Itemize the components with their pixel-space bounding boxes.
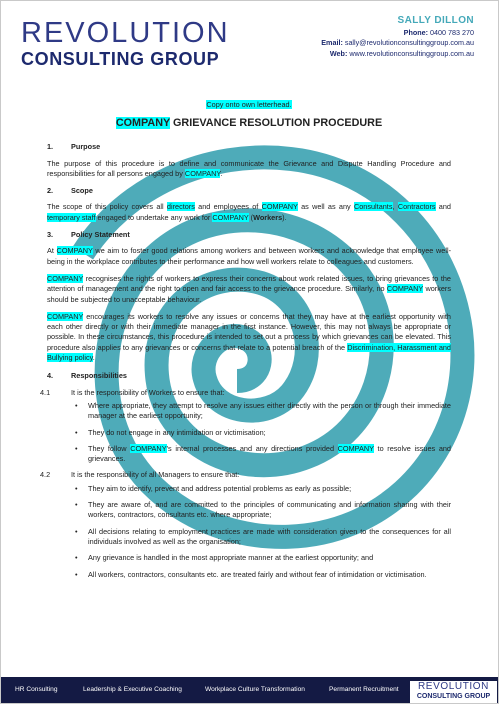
company-placeholder: COMPANY [386,284,424,294]
paragraph-text: The purpose of this procedure is to define and communicate the Grievance and Dispute Handling Procedure and responsibilities for all persons engaged by [47,158,451,178]
footer-item-recruitment[interactable]: Permanent Recruitment [329,686,399,693]
list-item-text: They do not engage in any intimidation or victimisation; [88,427,266,437]
managers-responsibility-list [75,483,451,580]
section-heading-responsibilities [47,371,451,381]
document-body [40,100,451,586]
company-placeholder: COMPANY [261,202,298,212]
company-placeholder: COMPANY [47,311,84,321]
footer-logo [410,681,497,703]
list-item [75,553,451,563]
workers-responsibility-list [75,400,451,464]
list-item-text: ’s internal processes and any directions provided [166,443,338,453]
bullet-icon: • [75,443,78,453]
paragraph-text: . [220,168,223,178]
paragraph-text: ( [248,212,254,222]
bullet-icon: • [75,500,78,510]
paragraph-text: The scope of this policy covers all [47,202,167,212]
subsection-4-1 [40,387,451,398]
title-company: COMPANY [115,117,171,130]
footer-item-culture-transformation[interactable]: Workplace Culture Transformation [205,686,305,693]
bullet-icon: • [75,427,78,437]
subsection-number: 4.1 [40,387,51,397]
contact-email-row [321,38,474,48]
list-item-text: They follow [88,443,131,453]
footer-logo-subtitle: CONSULTING GROUP [416,693,491,700]
logo-wordmark: REVOLUTION [21,17,230,49]
email-label: Email: [321,38,343,48]
list-item [75,443,451,465]
paragraph-text: workers should be subjected to unacceptable behaviour. [47,284,451,304]
subsection-text: It is the responsibility of all Managers to ensure that: [71,470,240,480]
paragraph-text: . [92,353,95,363]
bullet-icon: • [75,569,78,579]
logo-subtitle: CONSULTING GROUP [21,49,220,69]
list-item-text: All workers, contractors, consultants etc. are treated fairly and without fear of intimidation or victimisation. [88,569,427,579]
footer-logo-wordmark: REVOLUTION [417,681,489,692]
paragraph-text: encourages its workers to resolve any issues or concerns that they may have at the earliest opportunity with each other directly or with their immediate manager in the first instance. However, this may not always be appropriate or possible. In these circumstances, this procedure is intended to set out a process by which grievances can be elevated. This procedure also applies to any grievances or concerns that relate to a potential breach of the [47,311,451,352]
paragraph-text: recognises the rights of workers to express their concerns about work related issues, to bring grievances to the attention of management and the right to open and fair access to the grievance procedure. Similarly, no [47,273,451,294]
section-title: Scope [71,186,93,196]
list-item-text: They aim to identify, prevent and address potential problems as early as possible; [88,483,352,493]
bullet-icon: • [75,553,78,563]
subsection-4-2 [40,470,451,480]
phone-label: Phone: [403,28,429,37]
scope-paragraph [47,202,451,223]
company-logo [21,19,230,69]
list-item [75,483,451,494]
section-heading-scope [47,186,451,196]
section-number: 3. [47,230,54,240]
web-label: Web: [329,48,348,58]
policy-paragraph-3 [47,312,451,363]
section-number: 1. [47,142,54,152]
purpose-paragraph [47,159,451,180]
title-text: GRIEVANCE RESOLUTION PROCEDURE [170,117,383,130]
temp-staff-highlight: temporary staff [47,212,96,222]
policy-paragraph-2 [47,274,451,305]
paragraph-text: and [435,202,451,212]
list-item [75,427,451,438]
email-value[interactable]: sally@revolutionconsultinggroup.com.au [344,38,474,48]
list-item-text: Where appropriate, they attempt to resolve any issues either directly with the person or through their immediate manager at the earliest opportunity; [88,400,451,421]
subsection-number: 4.2 [40,470,51,480]
contact-phone-row [321,28,474,38]
list-item [75,569,451,580]
company-placeholder: COMPANY [184,168,221,178]
contact-name: SALLY DILLON [397,15,474,26]
section-title: Purpose [71,142,101,152]
paragraph-text: as well as any [297,202,354,212]
list-item [75,500,451,521]
contact-web-row [321,49,474,59]
policy-paragraph-1: At COMPANY we aim to foster good relations among workers and between workers and acknowledge that employee well-being in the workplace contributes to their performance and how well workers relate to colleagues and customers. [47,246,451,266]
paragraph-text: engaged to undertake any work for [95,212,213,222]
letterhead-note-text: Copy onto own letterhead. [206,100,292,109]
company-placeholder: COMPANY [47,273,84,283]
section-title: Responsibilities [71,371,127,381]
list-item-text: Any grievance is handled in the most appropriate manner at the earliest opportunity; and [88,553,374,563]
list-item-text: They are aware of, and are committed to the principles of communicating and information sharing with their workers, contractors, consultants etc. where appropriate; [88,500,451,520]
list-item-text: All decisions relating to employment practices are made with consideration given to the consequences for all individuals involved as well as the organisation; [88,526,451,546]
section-number: 2. [47,186,54,196]
footer-item-hr-consulting[interactable]: HR Consulting [15,686,58,693]
bullet-icon: • [75,526,78,536]
workers-term: Workers [253,212,283,222]
list-item [75,400,451,422]
policy-link: Discrimination, Harassment and Bullying policy [47,342,451,363]
letterhead-note [47,100,451,110]
phone-value: 0400 783 270 [430,28,474,37]
section-number: 4. [47,371,54,381]
bullet-icon: • [75,483,78,493]
company-placeholder: COMPANY [337,443,374,453]
consultants-highlight: Consultants [353,202,393,212]
section-heading-purpose [47,142,451,152]
paragraph-text: and employees of [194,202,262,212]
bullet-icon: • [75,400,78,410]
company-placeholder: COMPANY [56,246,93,256]
paragraph-text: , [392,202,395,212]
directors-highlight: directors [166,202,195,212]
footer-bar [1,677,499,704]
list-item [75,526,451,548]
contact-block [321,14,474,59]
section-title: Policy Statement [71,230,130,240]
footer-item-leadership-coaching[interactable]: Leadership & Executive Coaching [83,686,182,693]
section-heading-policy [47,230,451,240]
company-placeholder: COMPANY [130,443,167,453]
list-item-text: to resolve issues and grievances. [88,443,451,464]
web-value[interactable]: www.revolutionconsultinggroup.com.au [349,48,474,58]
document-title [47,116,451,130]
subsection-text: It is the responsibility of Workers to ensure that: [71,387,225,397]
contractors-highlight: Contractors [397,202,436,212]
company-placeholder: COMPANY [212,212,249,222]
paragraph-text: ). [282,212,287,222]
